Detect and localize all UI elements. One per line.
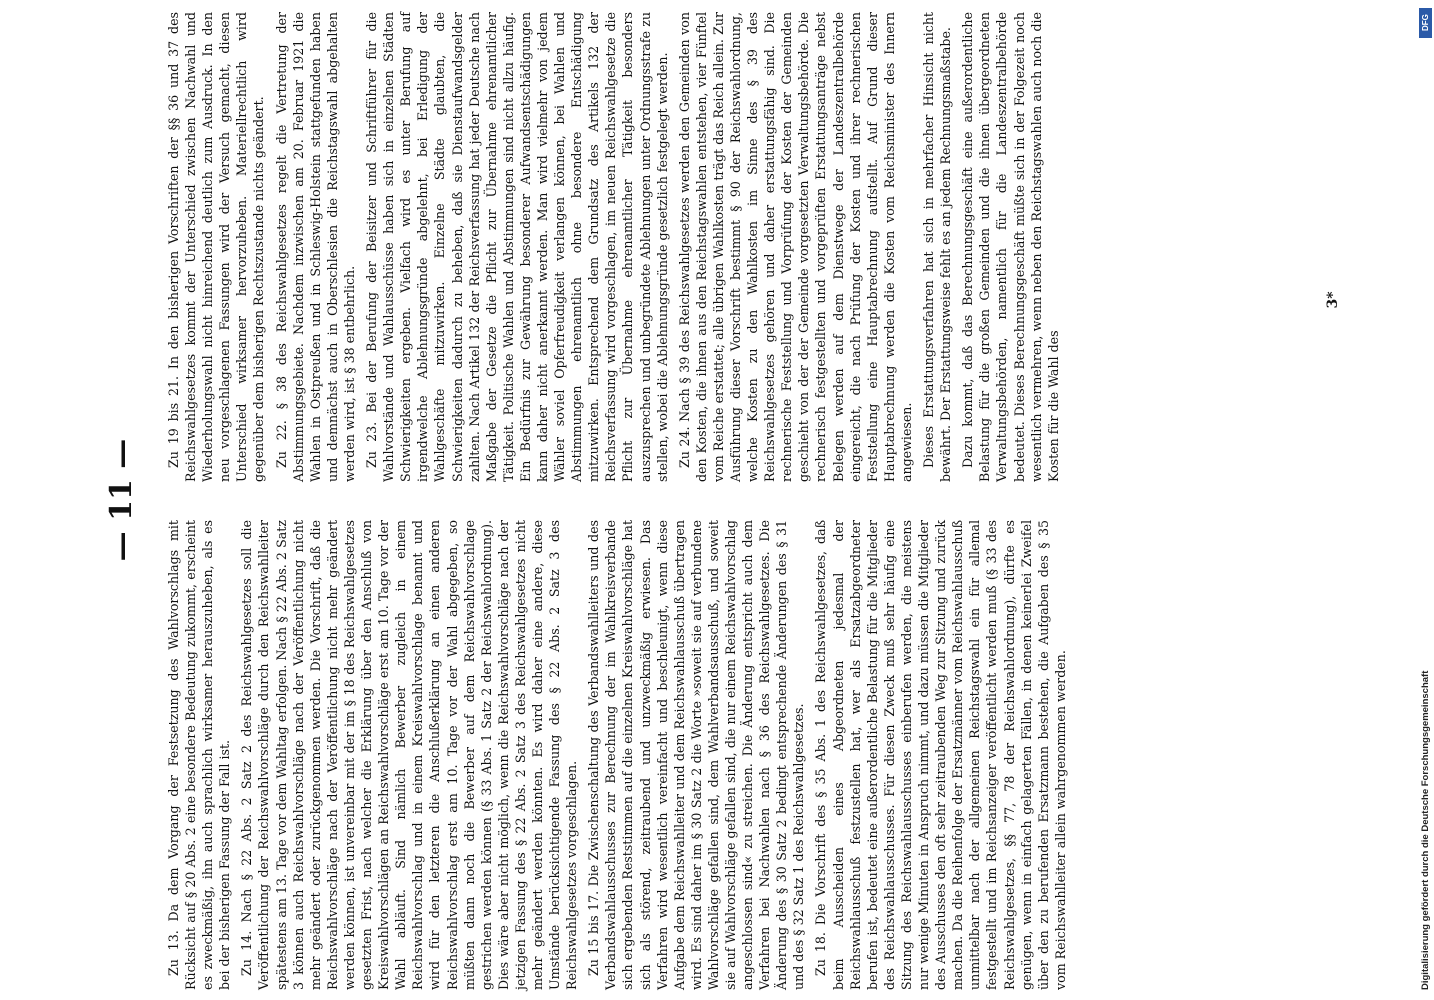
- paragraph-zu-15-17: Zu 15 bis 17. Die Zwischenschaltung des Verbandswahlleiters und des Verbandswahlausschusses zur Berechnung der im Wahlkreisverbande sich ergebenden Reststimmen auf die einzelnen Kreiswahlvorschläge hat sich als störend, zeitraubend und unzweckmäßig erwiesen. Das Verfahren wird wesentlich vereinfacht und beschleunigt, wenn diese Aufgabe dem Reichswahlleiter und dem Reichswahlausschuß übertragen wird. Es sind daher im § 30 Satz 2 die Worte »soweit sie auf verbundene Wahlvorschläge gefallen sind, dem Wahlverbandsausschuß, und soweit sie auf Wahlvorschläge gefallen sind, die nur einem Reichswahlvorschlag angeschlossen sind« zu streichen. Die Änderung entspricht auch dem Verfahren bei Nachwahlen nach § 36 des Reichswahlgesetzes. Die Änderung des § 30 Satz 2 bedingt entsprechende Änderungen des § 31 und des § 32 Satz 1 des Reichswahlgesetzes.: [586, 520, 807, 990]
- page-header: — 11 —: [104, 438, 139, 562]
- paragraph-zu-13: Zu 13. Da dem Vorgang der Festsetzung des Wahlvorschlags mit Rücksicht auf § 20 Abs. 2 eine besondere Bedeutung zukommt, erscheint es zweckmäßig, ihn auch sprachlich wirksamer herauszuheben, als es bei der bisherigen Fassung der Fall ist.: [166, 520, 233, 990]
- paragraph-zu-14: Zu 14. Nach § 22 Abs. 2 Satz 2 des Reichswahlgesetzes soll die Veröffentlichung der Reichswahlvorschläge durch den Reichswahlleiter spätestens am 13. Tage vor dem Wahltag erfolgen. Nach § 22 Abs. 2 Satz 3 können auch Reichswahlvorschläge nach der Veröffentlichung nicht mehr geändert oder zurückgenommen werden. Die Vorschrift, daß die Reichswahlvorschläge nach der Veröffentlichung nicht mehr geändert werden können, ist unvereinbar mit der im § 18 des Reichswahlgesetzes gesetzten Frist, nach welcher die Erklärung über den Anschluß von Kreiswahlvorschlägen an Reichswahlvorschläge erst am 10. Tage vor der Wahl abläuft. Sind nämlich Bewerber zugleich in einem Reichswahlvorschlag und in einem Kreiswahlvorschlage benannt und wird für den letzteren die Anschlußerklärung an einen anderen Reichswahlvorschlag erst am 10. Tage vor der Wahl abgegeben, so müßten dann noch die Bewerber auf dem Reichswahlvorschlage gestrichen werden können (§ 33 Abs. 1 Satz 2 der Reichswahlordnung). Dies wäre aber nicht möglich, wenn die Reichswahlvorschläge nach der jetzigen Fassung des § 22 Abs. 2 Satz 3 des Reichswahlgesetzes nicht mehr geändert werden könnten. Es wird daher eine andere, diese Umstände berücksichtigende Fassung des § 22 Abs. 2 Satz 3 des Reichswahlgesetzes vorgeschlagen.: [239, 520, 580, 990]
- dfg-logo: DFG: [1419, 8, 1432, 38]
- right-column: [165, 12, 1067, 482]
- paragraph-zu-23: Zu 23. Bei der Berufung der Beisitzer und Schriftführer für die Wahlvorstände und Wahlausschüsse haben sich in einzelnen Städten Schwierigkeiten ergeben. Vielfach wird es unter Berufung auf irgendwelche Ablehnungsgründe abgelehnt, bei Erledigung der Wahlgeschäfte mitzuwirken. Einzelne Städte glaubten, die Schwierigkeiten dadurch zu beheben, daß sie Dienstaufwandsgelder zahlten. Nach Artikel 132 der Reichsverfassung hat jeder Deutsche nach Maßgabe der Gesetze die Pflicht zur Übernahme ehrenamtlicher Tätigkeit. Politische Wahlen und Abstimmungen sind nicht allzu häufig. Ein Bedürfnis zur Gewährung besonderer Aufwandsentschädigungen kann daher nicht anerkannt werden. Man wird vielmehr von jedem Wähler soviel Opferfreudigkeit verlangen können, bei Wahlen und Abstimmungen ehrenamtlich ohne besondere Entschädigung mitzuwirken. Entsprechend dem Grundsatz des Artikels 132 der Reichsverfassung wird vorgeschlagen, im neuen Reichswahlgesetze die Pflicht zur Übernahme ehrenamtlicher Tätigkeit besonders auszusprechen und unbegründete Ablehnungen unter Ordnungsstrafe zu stellen, wobei die Ablehnungsgründe gesetzlich festgelegt werden.: [364, 12, 670, 482]
- scanned-page: [87, 0, 1407, 1000]
- sheet-signature: 3*: [1325, 291, 1341, 309]
- left-column: [165, 520, 1074, 990]
- paragraph-zu-24: Zu 24. Nach § 39 des Reichswahlgesetzes werden den Gemeinden von den Kosten, die ihnen aus den Reichstagswahlen entstehen, vier Fünftel vom Reiche erstattet; alle übrigen Wahlkosten trägt das Reich allein. Zur Ausführung dieser Vorschrift bestimmt § 90 der Reichswahlordnung, welche Kosten zu den Wahlkosten im Sinne des § 39 des Reichswahlgesetzes gehören und daher erstattungsfähig sind. Die rechnerische Feststellung und Vorprüfung der Kosten der Gemeinden geschieht von der der Gemeinde vorgesetzten Verwaltungsbehörde. Die rechnerisch festgestellten und vorgeprüften Erstattungsanträge nebst Belegen werden auf dem Dienstwege der Landeszentralbehörde eingereicht, die nach Prüfung der Kosten und ihrer rechnerischen Feststellung eine Hauptabrechnung aufstellt. Auf Grund dieser Hauptabrechnung werden die Kosten vom Reichsminister des Innern angewiesen.: [676, 12, 914, 482]
- paragraph-erstattungsverfahren: Dieses Erstattungsverfahren hat sich in mehrfacher Hinsicht nicht bewährt. Der Erstattungsweise fehlt es an jedem Rechnungsmaßstabe.: [921, 12, 954, 482]
- paragraph-zu-19-21: Zu 19 bis 21. In den bisherigen Vorschriften der §§ 36 und 37 des Reichswahlgesetzes kommt der Unterschied zwischen Nachwahl und Wiederholungswahl nicht hinreichend deutlich zum Ausdruck. In den neu vorgeschlagenen Fassungen wird der Versuch gemacht, diesen Unterschied wirksamer hervorzuheben. Materiellrechtlich wird gegenüber dem bisherigen Rechtszustande nichts geändert.: [166, 12, 267, 482]
- paragraph-zu-22: Zu 22. § 38 des Reichswahlgesetzes regelt die Vertretung der Abstimmungsgebiete. Nachdem inzwischen am 20. Februar 1921 die Wahlen in Ostpreußen und in Schleswig-Holstein stattgefunden haben und demnächst auch in Oberschlesien die Reichstagswahl abgehalten werden wird, ist § 38 entbehrlich.: [273, 12, 357, 482]
- dfg-credit-label: Digitalisierung gefördert durch die Deutsche Forschungsgemeinschaft: [1420, 670, 1431, 990]
- paragraph-zu-18: Zu 18. Die Vorschrift des § 35 Abs. 1 des Reichswahlgesetzes, daß beim Ausscheiden eines Abgeordneten jedesmal der Reichswahlausschuß festzustellen hat, wer als Ersatzabgeordneter berufen ist, bedeutet eine außerordentliche Belastung für die Mitglieder des Reichswahlausschusses. Für diesen Zweck muß sehr häufig eine Sitzung des Reichswahlausschusses einberufen werden, die meistens nur wenige Minuten in Anspruch nimmt, und dazu müssen die Mitglieder des Ausschusses den oft sehr zeitraubenden Weg zur Sitzung und zurück machen. Da die Reihenfolge der Ersatzmänner vom Reichswahlausschuß unmittelbar nach der allgemeinen Reichstagswahl ein für allemal festgestellt und im Reichsanzeiger veröffentlicht werden muß (§ 33 des Reichswahlgesetzes, §§ 77, 78 der Reichswahlordnung), dürfte es genügen, wenn in einfach gelagerten Fällen, in denen keinerlei Zweifel über den zu berufenden Ersatzmann bestehen, die Aufgaben des § 35 vom Reichswahlleiter allein wahrgenommen werden.: [813, 520, 1068, 990]
- paragraph-dazu-kommt: Dazu kommt, daß das Berechnungsgeschäft eine außerordentliche Belastung für die großen Gemeinden und die ihnen übergeordneten Verwaltungsbehörden, namentlich für die Landeszentralbehörde bedeutet. Dieses Berechnungsgeschäft müßte sich in der Folgezeit noch wesentlich vermehren, wenn neben den Reichstagswahlen auch noch die Kosten für die Wahl des: [960, 12, 1061, 482]
